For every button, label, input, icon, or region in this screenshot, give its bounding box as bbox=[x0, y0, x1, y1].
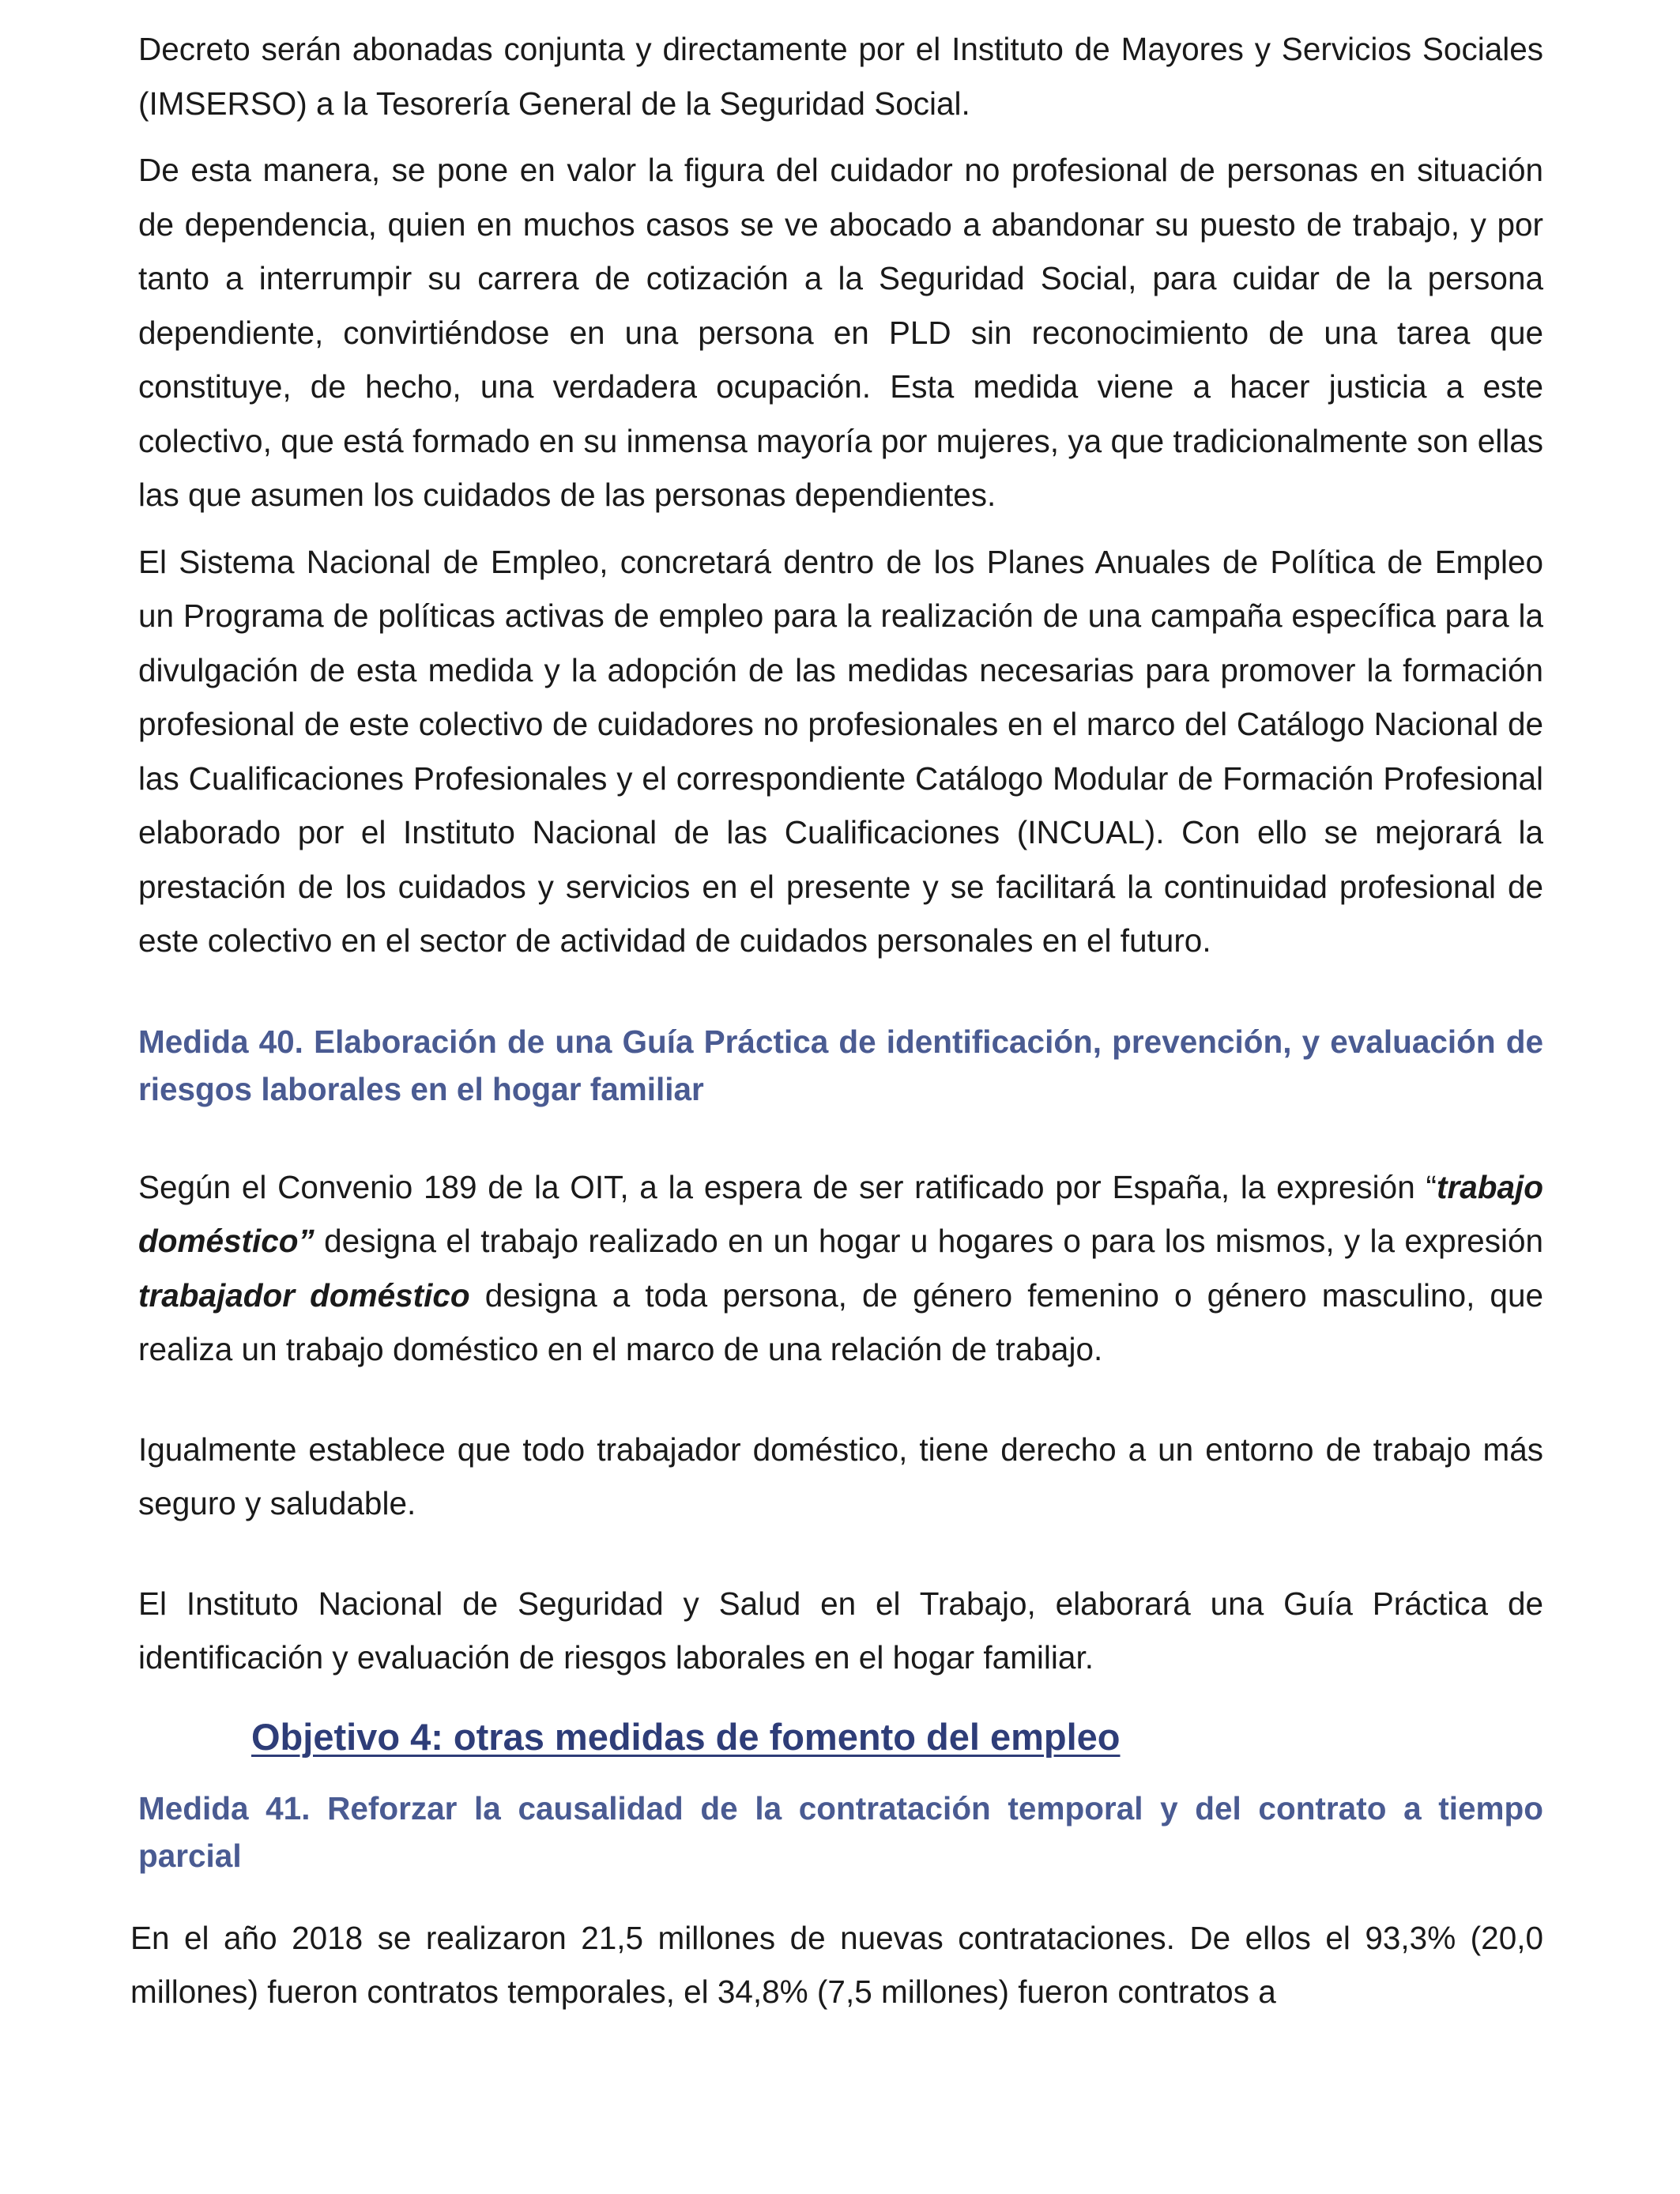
paragraph-convenio-189 bbox=[138, 1160, 1543, 1377]
paragraph-instituto-seguridad: El Instituto Nacional de Seguridad y Salud en el Trabajo, elaborará una Guía Práctica de identificación y evaluación de riesgos laborales en el hogar familiar. bbox=[138, 1585, 1543, 1676]
paragraph-cuidador-no-profesional: De esta manera, se pone en valor la figura del cuidador no profesional de personas en situación de dependencia, quien en muchos casos se ve abocado a abandonar su puesto de trabajo, y por tanto a interrumpir su carrera de cotización a la Seguridad Social, para cuidar de la persona dependiente, convirtiéndose en una persona en PLD sin reconocimiento de una tarea que constituye, de hecho, una verdadera ocupación. Esta medida viene a hacer justicia a este colectivo, que está formado en su inmensa mayoría por mujeres, ya que tradicionalmente son ellas las que asumen los cuidados de las personas dependientes. bbox=[138, 152, 1543, 513]
paragraph-convenio-text-2: designa el trabajo realizado en un hogar u hogares o para los mismos, y la expresión bbox=[314, 1223, 1543, 1259]
paragraph-entorno-seguro: Igualmente establece que todo trabajador doméstico, tiene derecho a un entorno de trabajo más seguro y saludable. bbox=[138, 1431, 1543, 1521]
measure-40-heading: Medida 40. Elaboración de una Guía Práctica de identificación, prevención, y evaluación de riesgos laborales en el hogar familiar bbox=[138, 1023, 1543, 1107]
term-trabajador-domestico: trabajador doméstico bbox=[138, 1276, 470, 1314]
paragraph-decreto-imserso: Decreto serán abonadas conjunta y directamente por el Instituto de Mayores y Servicios Sociales (IMSERSO) a la Tesorería General de la Seguridad Social. bbox=[138, 31, 1543, 122]
objective-4-heading: Objetivo 4: otras medidas de fomento del empleo bbox=[251, 1715, 1121, 1758]
paragraph-convenio-text-3: designa a toda persona, de género femenino o género masculino, que realiza un trabajo doméstico en el marco de una relación de trabajo. bbox=[138, 1276, 1544, 1367]
paragraph-convenio-text-1: Según el Convenio 189 de la OIT, a la espera de ser ratificado por España, la expresión “ bbox=[138, 1168, 1437, 1205]
measure-41-heading: Medida 41. Reforzar la causalidad de la contratación temporal y del contrato a tiempo parcial bbox=[138, 1789, 1543, 1874]
document-page bbox=[130, 22, 1544, 2019]
paragraph-sistema-nacional-empleo: El Sistema Nacional de Empleo, concretará dentro de los Planes Anuales de Política de Empleo un Programa de políticas activas de empleo para la realización de una campaña específica para la divulgación de esta medida y la adopción de las medidas necesarias para promover la formación profesional de este colectivo de cuidadores no profesionales en el marco del Catálogo Nacional de las Cualificaciones Profesionales y el correspondiente Catálogo Modular de Formación Profesional elaborado por el Instituto Nacional de las Cualificaciones (INCUAL). Con ello se mejorará la prestación de los cuidados y servicios en el presente y se facilitará la continuidad profesional de este colectivo en el sector de actividad de cuidados personales en el futuro. bbox=[138, 543, 1543, 959]
term-trabajo-domestico: trabajo doméstico” bbox=[138, 1168, 1543, 1259]
paragraph-contrataciones-2018: En el año 2018 se realizaron 21,5 millones de nuevas contrataciones. De ellos el 93,3% (20,0 millones) fueron contratos temporales, el 34,8% (7,5 millones) fueron contratos a bbox=[130, 1919, 1543, 2010]
